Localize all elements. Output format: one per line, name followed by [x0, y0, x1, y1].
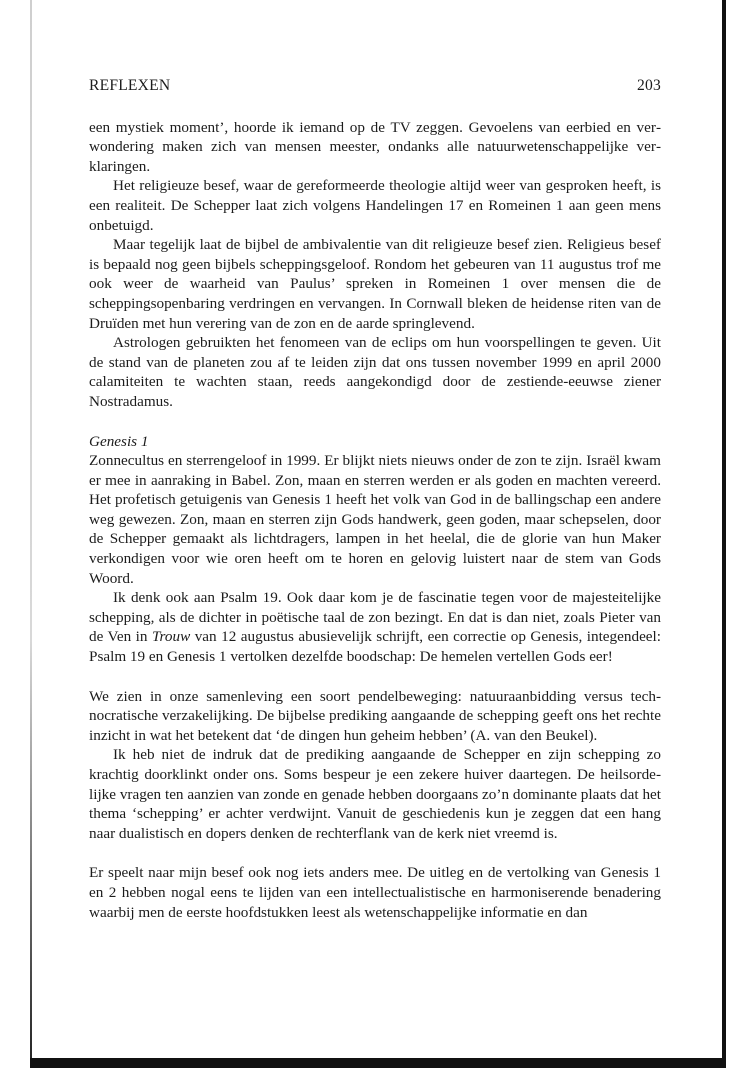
paragraph: Astrologen gebruikten het fenomeen van de eclips om hun voorspellingen te geven. Uit de stand van de planeten zou af te leiden zijn dat ons tussen november 1999 en april 2000 calamiteiten te wachten staan, reeds aangekondigd door de zestiende-eeuwse ziener Nostradamus. — [89, 334, 661, 410]
scan-bottom-edge — [30, 1058, 726, 1068]
paragraph-text: van 12 augustus abusievelijk schrijft, een correctie op Genesis, integendeel: Psalm 19 en Genesis 1 vertolken dezelfde boodschap: De hemelen vertellen Gods eer! — [89, 628, 661, 666]
section-heading: Genesis 1 — [89, 432, 149, 450]
paragraph: Zonnecultus en sterrengeloof in 1999. Er blijkt niets nieuws onder de zon te zijn. Israël kwam er mee in aanraking in Babel. Zon, maan en sterren werden er als goden en machten vereerd. Het profetisch getuigenis van Genesis 1 heeft het volk van God in de ballingschap een andere weg gewezen. Zon, maan en sterren zijn Gods handwerk, geen goden, maar schepselen, door de Schepper gemaakt als lichtdragers, lampen in het heelal, die de glorie van hun Maker verkondigen voor wie oren heeft om te horen en gelovig luistert naar de stem van Gods Woord. — [89, 452, 661, 587]
page-body — [89, 70, 661, 922]
paragraph: We zien in onze samenleving een soort pendelbeweging: natuuraanbidding versus technocratische verzakelijking. De bijbelse prediking aangaande de schepping geeft ons het rechte inzicht in wat het betekent dat ‘de dingen hun geheim hebben’ (A. van den Beukel). — [89, 687, 661, 744]
scan-right-edge — [722, 0, 726, 1068]
paragraph-text: Ik denk ook aan Psalm 19. Ook daar kom je de fascinatie tegen voor de majesteitelijke schepping, als de dichter in poëtische taal de zon bezingt. En dat is dan niet, zoals Pieter van de Ven in — [89, 589, 661, 646]
paragraph: Ik heb niet de indruk dat de prediking aangaande de Schepper en zijn schepping zo krachtig doorklinkt onder ons. Soms bespeur je een zekere huiver daartegen. De heilsordelijke vragen ten aanzien van zonde en genade hebben doorgaans zo’n dominante plaats dat het thema ‘schepping’ er achter verdwijnt. Vanuit de geschiedenis kun je zeggen dat een hang naar dualistisch en dopers denken de rechterflank van de kerk niet vreemd is. — [89, 746, 661, 842]
paragraph: een mystiek moment’, hoorde ik iemand op de TV zeggen. Gevoelens van eerbied en verwondering maken zich van mensen meester, ondanks alle natuurwetenschappelijke verklaringen. — [89, 118, 661, 175]
paragraph: Er speelt naar mijn besef ook nog iets anders mee. De uitleg en de vertolking van Genesis 1 en 2 hebben nogal eens te lijden van een intellectualistische en harmoniserende benadering waarbij men de eerste hoofdstukken leest als wetenschappelijke informatie en dan — [89, 864, 661, 921]
scan-left-edge — [30, 0, 32, 1068]
newspaper-title: Trouw — [151, 628, 191, 646]
running-header — [89, 76, 661, 96]
paragraph: Maar tegelijk laat de bijbel de ambivalentie van dit religieuze besef zien. Religieus besef is bepaald nog geen bijbels scheppingsgeloof. Rondom het gebeuren van 11 augustus trof me ook weer de waarheid van Paulus’ spreken in Romeinen 1 over mensen die de scheppingsopenbaring verdringen en vervangen. In Cornwall bleken de heidense riten van de Druïden met hun verering van de zon en de aarde springlevend. — [89, 236, 661, 332]
page-number: 203 — [637, 77, 661, 94]
paragraph: Het religieuze besef, waar de gereformeerde theologie altijd weer van gesproken heeft, is een realiteit. De Schepper laat zich volgens Handelingen 17 en Romeinen 1 aan geen mens onbetuigd. — [89, 177, 661, 234]
paragraph — [89, 588, 661, 666]
running-title: REFLEXEN — [89, 77, 171, 94]
